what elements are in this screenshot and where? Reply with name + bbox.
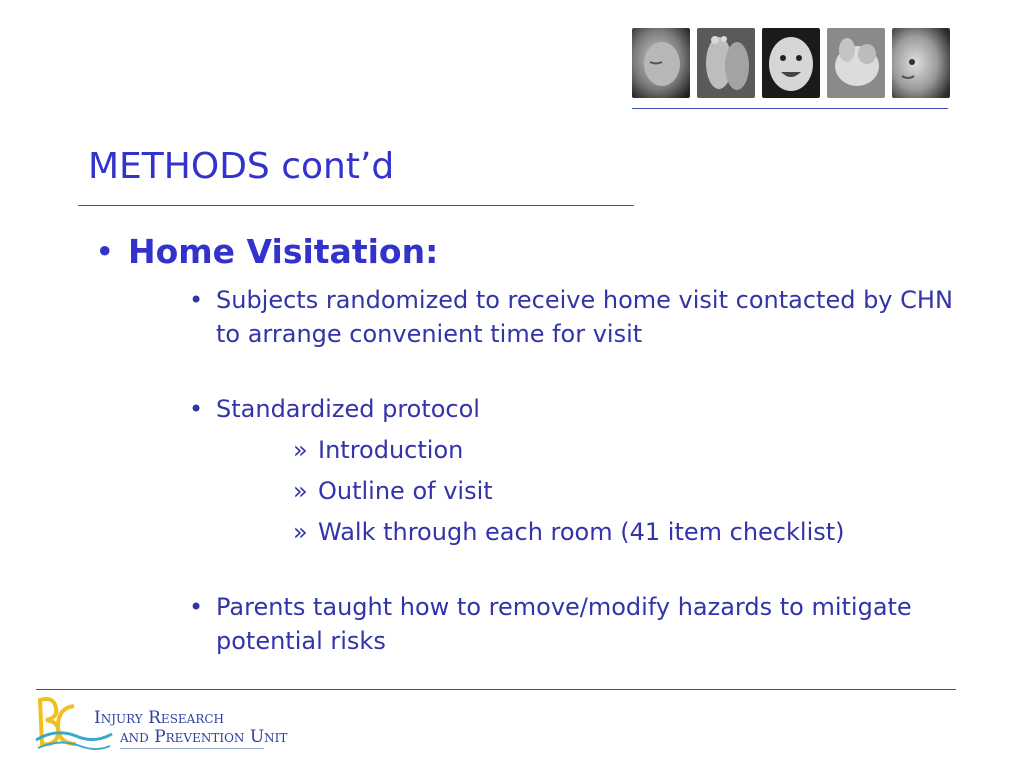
bullet-standardized-protocol bbox=[189, 392, 976, 426]
bullet-parents-taught bbox=[189, 590, 976, 658]
header-divider bbox=[632, 108, 948, 109]
bullet-marker: • bbox=[189, 286, 204, 314]
bullet-home-visitation bbox=[95, 232, 438, 272]
item-text: Standardized protocol bbox=[216, 395, 480, 423]
title-divider bbox=[78, 205, 634, 206]
slide-title: METHODS cont’d bbox=[88, 146, 395, 187]
subbullet-marker: » bbox=[293, 518, 308, 546]
item-text: Subjects randomized to receive home visit contacted by CHN to arrange convenient time for visit bbox=[216, 286, 953, 348]
logo-underline bbox=[120, 748, 264, 749]
subbullet-walk-through bbox=[293, 515, 898, 549]
baby-photo-hand bbox=[827, 28, 885, 98]
bc-injury-research-logo bbox=[34, 696, 288, 754]
baby-photo-strip bbox=[632, 28, 950, 98]
bullet-marker: • bbox=[189, 395, 204, 423]
baby-photo-profile bbox=[892, 28, 950, 98]
heading-text: Home Visitation: bbox=[128, 232, 439, 271]
baby-photo-sleeping bbox=[632, 28, 690, 98]
bullet-subjects-randomized bbox=[189, 283, 976, 351]
logo-text-line2: and Prevention Unit bbox=[120, 727, 288, 747]
item-text: Walk through each room (41 item checklist) bbox=[318, 518, 845, 546]
bullet-marker: • bbox=[95, 232, 115, 271]
baby-photo-feet bbox=[697, 28, 755, 98]
subbullet-marker: » bbox=[293, 477, 308, 505]
subbullet-introduction bbox=[293, 433, 898, 467]
item-text: Outline of visit bbox=[318, 477, 493, 505]
footer-divider bbox=[36, 689, 956, 690]
logo-text-line1: Injury Research bbox=[94, 708, 225, 728]
subbullet-marker: » bbox=[293, 436, 308, 464]
baby-photo-smiling bbox=[762, 28, 820, 98]
item-text: Introduction bbox=[318, 436, 464, 464]
subbullet-outline-of-visit bbox=[293, 474, 898, 508]
bullet-marker: • bbox=[189, 593, 204, 621]
item-text: Parents taught how to remove/modify hazards to mitigate potential risks bbox=[216, 593, 912, 655]
